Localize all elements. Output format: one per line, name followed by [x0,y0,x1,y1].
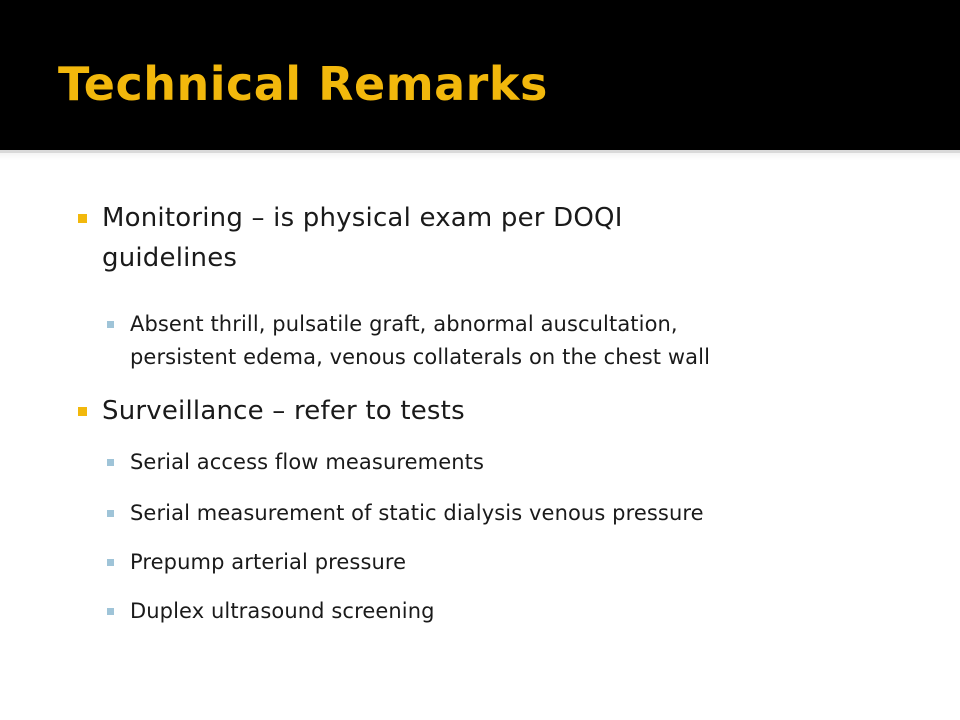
slide-content [0,160,960,720]
square-bullet-icon [107,321,114,328]
bullet-text [102,198,623,278]
bullet-line: Monitoring – is physical exam per DOQI [102,203,623,233]
bullet-line: Duplex ultrasound screening [130,599,435,623]
bullet-line: persistent edema, venous collaterals on the chest wall [130,345,710,369]
square-bullet-icon [78,214,87,223]
sub-bullet-text [130,595,435,628]
title-band [0,0,960,150]
bullet-line: Surveillance – refer to tests [102,396,465,426]
bullet-text [102,391,465,431]
bullet-line: Serial measurement of static dialysis venous pressure [130,501,704,525]
bullet-line: Absent thrill, pulsatile graft, abnormal auscultation, [130,312,678,336]
sub-bullet-text [130,308,710,374]
bullet-line: Serial access flow measurements [130,450,485,474]
bullet-line: guidelines [102,243,238,273]
square-bullet-icon [107,608,114,615]
square-bullet-icon [107,459,114,466]
square-bullet-icon [107,510,114,517]
bullet-line: Prepump arterial pressure [130,550,407,574]
square-bullet-icon [107,559,114,566]
sub-bullet-text [130,446,484,479]
sub-bullet-text [130,497,704,530]
slide-title: Technical Remarks [58,57,548,111]
square-bullet-icon [78,407,87,416]
sub-bullet-text [130,546,406,579]
title-divider [0,150,960,160]
